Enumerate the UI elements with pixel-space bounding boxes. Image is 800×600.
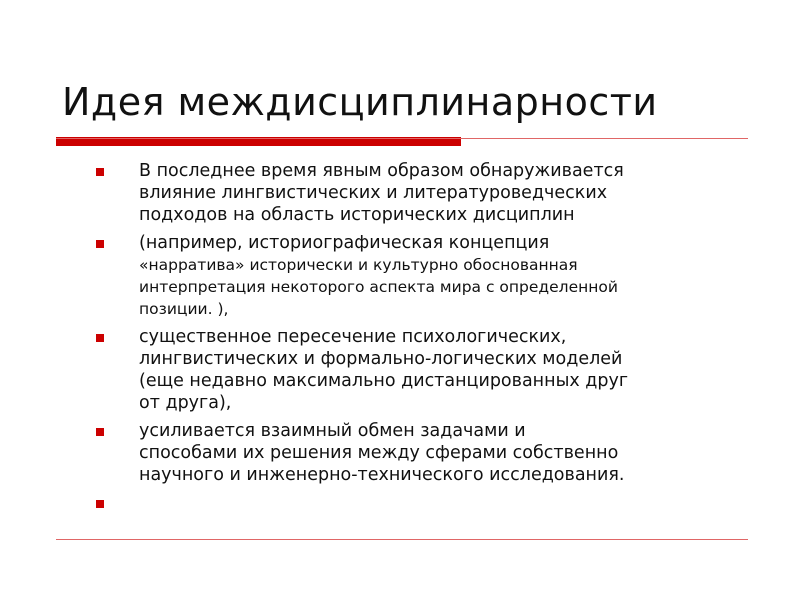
bullet-list <box>96 160 766 520</box>
bullet-line: интерпретация некоторого аспекта мира с определенной <box>139 278 618 296</box>
bullet-line: существенное пересечение психологических, <box>139 327 567 347</box>
bullet-item-3 <box>96 326 766 414</box>
bullet-line: (еще недавно максимально дистанцированных друг <box>139 371 629 391</box>
bullet-line: способами их решения между сферами собственно <box>139 443 619 463</box>
bullet-line: влияние лингвистических и литературоведческих <box>139 183 608 203</box>
square-bullet-icon <box>96 500 104 508</box>
square-bullet-icon <box>96 334 104 342</box>
bullet-line: усиливается взаимный обмен задачами и <box>139 421 526 441</box>
bullet-line: «нарратива» исторически и культурно обоснованная <box>139 256 578 274</box>
bullet-item-2 <box>96 232 766 320</box>
bullet-line: позиции. ), <box>139 300 229 318</box>
bullet-item-5 <box>96 492 766 514</box>
slide-title: Идея междисциплинарности <box>62 80 658 124</box>
bullet-line: В последнее время явным образом обнаруживается <box>139 161 624 181</box>
bullet-line: научного и инженерно-технического исследования. <box>139 465 625 485</box>
bullet-line: от друга), <box>139 393 232 413</box>
bullet-item-1 <box>96 160 766 226</box>
title-underline-thin <box>56 138 748 139</box>
bullet-item-4 <box>96 420 766 486</box>
bullet-line: (например, историографическая концепция <box>139 233 550 253</box>
bullet-line: лингвистических и формально-логических моделей <box>139 349 623 369</box>
bullet-line: подходов на область исторических дисциплин <box>139 205 575 225</box>
square-bullet-icon <box>96 240 104 248</box>
footer-rule <box>56 539 748 540</box>
square-bullet-icon <box>96 168 104 176</box>
square-bullet-icon <box>96 428 104 436</box>
